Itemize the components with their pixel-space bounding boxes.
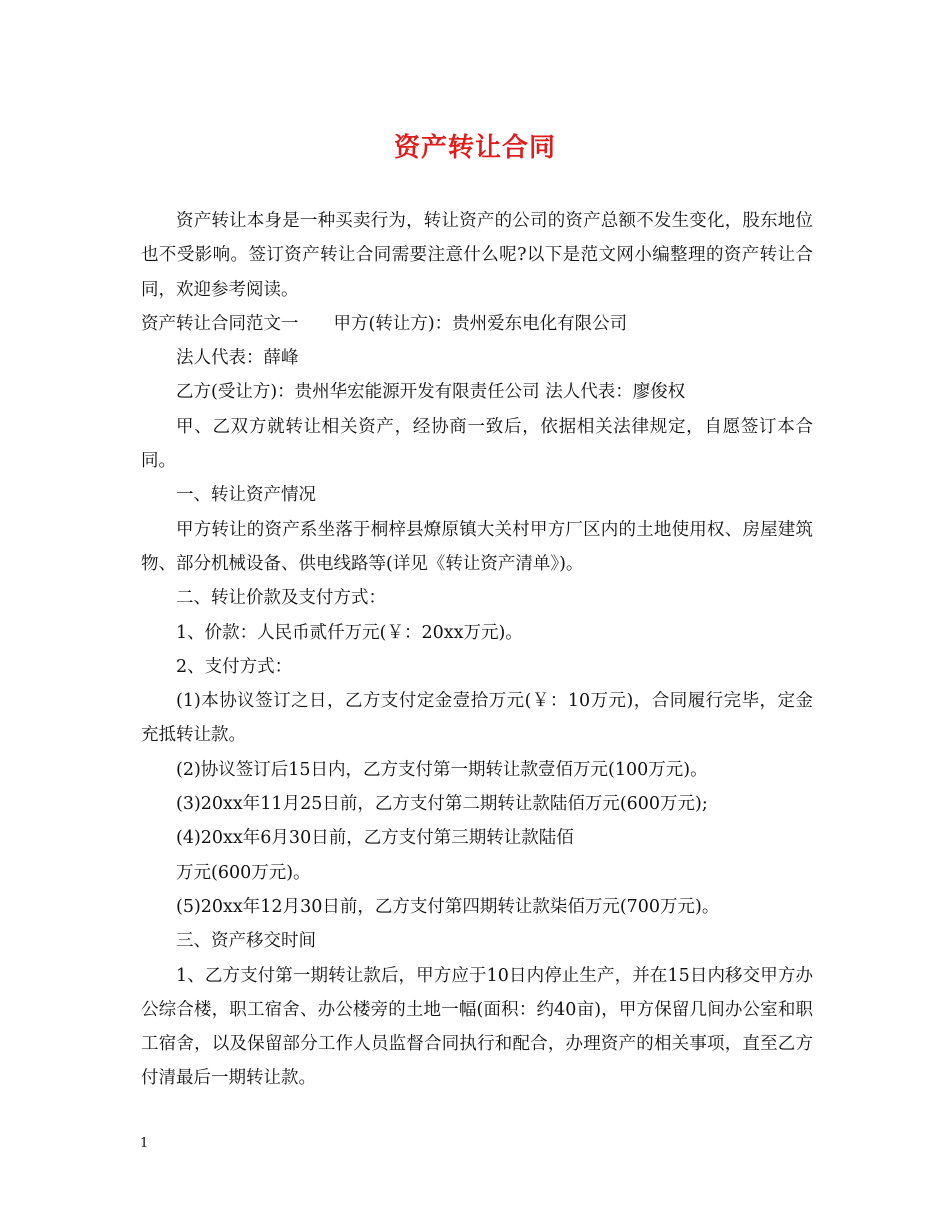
payment-item-3: (3)20xx年11月25日前，乙方支付第二期转让款陆佰万元(600万元);: [176, 794, 708, 815]
section-heading-1: 一、转让资产情况: [176, 485, 316, 506]
party-a-representative: 法人代表：薛峰: [176, 348, 299, 369]
section-3-content: 1、乙方支付第一期转让款后，甲方应于10日内停止生产，并在15日内移交甲方办公综合楼，职工宿舍、办公楼旁的土地一幅(面积：约40亩)，甲方保留几间办公室和职工宿舍，以及保留部分工作人员监督合同执行和配合，办理资产的相关事项，直至乙方付清最后一期转让款。: [141, 965, 813, 1089]
payment-item-1: (1)本协议签订之日，乙方支付定金壹拾万元(￥：10万元)，合同履行完毕，定金充抵转让款。: [141, 691, 813, 746]
payment-item-2: (2)协议签订后15日内，乙方支付第一期转让款壹佰万元(100万元)。: [176, 759, 708, 780]
contract-sample-heading: 资产转让合同范文一 甲方(转让方)：贵州爱东电化有限公司: [141, 313, 628, 334]
section-heading-2: 二、转让价款及支付方式：: [176, 588, 386, 609]
payment-method-heading: 2、支付方式：: [176, 656, 293, 677]
intro-paragraph: 资产转让本身是一种买卖行为，转让资产的公司的资产总额不发生变化，股东地位也不受影响。签订资产转让合同需要注意什么呢?以下是范文网小编整理的资产转让合同，欢迎参考阅读。: [141, 211, 813, 300]
price-clause: 1、价款：人民币贰仟万元(￥：20xx万元)。: [176, 622, 523, 643]
payment-item-4: (4)20xx年6月30日前，乙方支付第三期转让款陆佰: [176, 828, 574, 849]
section-heading-3: 三、资产移交时间: [176, 931, 316, 952]
payment-item-5: (5)20xx年12月30日前，乙方支付第四期转让款柒佰万元(700万元)。: [176, 896, 720, 917]
document-title: 资产转让合同: [393, 133, 556, 163]
document-body: [141, 204, 813, 1096]
payment-item-4-continued: 万元(600万元)。: [176, 862, 311, 883]
page-number: 1: [140, 1136, 149, 1151]
section-1-content: 甲方转让的资产系坐落于桐梓县燎原镇大关村甲方厂区内的土地使用权、房屋建筑物、部分机械设备、供电线路等(详见《转让资产清单》)。: [141, 519, 813, 574]
party-b-info: 乙方(受让方)：贵州华宏能源开发有限责任公司 法人代表：廖俊权: [176, 382, 686, 403]
agreement-preamble: 甲、乙双方就转让相关资产，经协商一致后，依据相关法律规定，自愿签订本合同。: [141, 416, 813, 472]
